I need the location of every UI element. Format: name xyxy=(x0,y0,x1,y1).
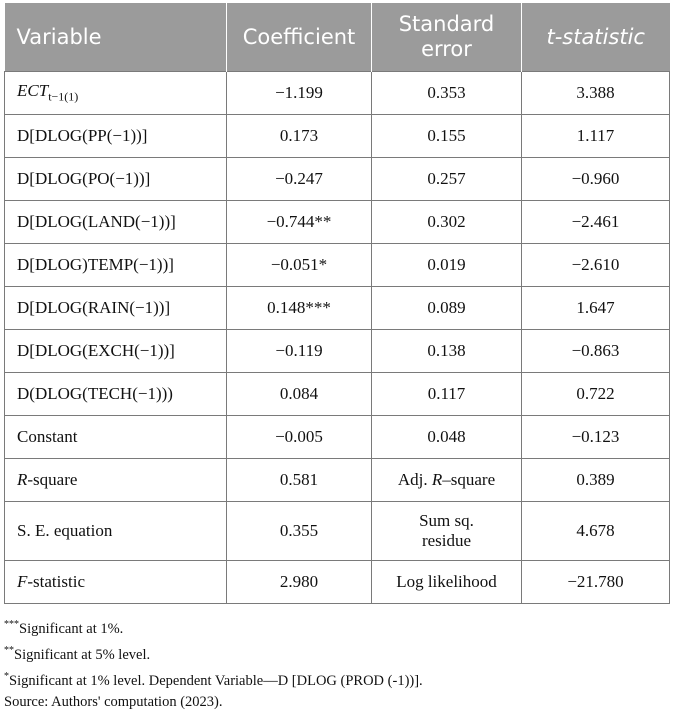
stat-value2-cell: 0.389 xyxy=(522,459,670,502)
coefficient-cell: −0.247 xyxy=(227,158,372,201)
t-cell: 0.722 xyxy=(522,373,670,416)
note-mark: * xyxy=(4,670,9,682)
note-significance-1 xyxy=(4,614,669,640)
variable-cell xyxy=(5,72,227,115)
variable-cell: D[DLOG(PP(−1))] xyxy=(5,115,227,158)
variable-cell: D[DLOG(EXCH(−1))] xyxy=(5,330,227,373)
t-cell: −0.863 xyxy=(522,330,670,373)
coefficient-cell: −0.005 xyxy=(227,416,372,459)
se-cell: 0.138 xyxy=(372,330,522,373)
stat-value-cell: 2.980 xyxy=(227,561,372,604)
header-row xyxy=(5,3,670,72)
t-cell: 1.647 xyxy=(522,287,670,330)
t-cell: −2.461 xyxy=(522,201,670,244)
t-cell: −0.960 xyxy=(522,158,670,201)
variable-name: ECT xyxy=(17,81,49,101)
table-row xyxy=(5,330,670,373)
table-notes xyxy=(4,614,669,713)
header-standard-error: Standard error xyxy=(372,3,522,72)
se-cell: 0.353 xyxy=(372,72,522,115)
table-row xyxy=(5,373,670,416)
variable-cell: Constant xyxy=(5,416,227,459)
stat-label-rest: -square xyxy=(27,470,78,489)
t-cell: 3.388 xyxy=(522,72,670,115)
coefficient-cell: −0.051* xyxy=(227,244,372,287)
table-row xyxy=(5,115,670,158)
stat-label2-rest: –square xyxy=(442,470,496,489)
coefficient-cell: −0.744** xyxy=(227,201,372,244)
table-row xyxy=(5,416,670,459)
coefficient-cell: 0.084 xyxy=(227,373,372,416)
variable-cell: D[DLOG(PO(−1))] xyxy=(5,158,227,201)
header-coefficient: Coefficient xyxy=(227,3,372,72)
se-cell: 0.048 xyxy=(372,416,522,459)
note-text: Significant at 1%. xyxy=(19,620,124,637)
variable-cell: D(DLOG(TECH(−1))) xyxy=(5,373,227,416)
stat-label2-cell xyxy=(372,561,522,604)
stat-label-rest: -statistic xyxy=(27,572,85,591)
stat-value-cell: 0.355 xyxy=(227,502,372,561)
coefficient-cell: 0.173 xyxy=(227,115,372,158)
se-cell: 0.302 xyxy=(372,201,522,244)
stats-row xyxy=(5,459,670,502)
stat-label2-prefix: Adj. xyxy=(397,470,432,489)
table-row xyxy=(5,244,670,287)
note-significance-dependent xyxy=(4,666,669,692)
note-mark: *** xyxy=(4,619,19,630)
stat-label-italic: R xyxy=(17,470,28,489)
stat-label-italic: F xyxy=(17,572,28,591)
variable-cell: D[DLOG)TEMP(−1))] xyxy=(5,244,227,287)
se-cell: 0.089 xyxy=(372,287,522,330)
table-container xyxy=(4,3,669,713)
se-cell: 0.257 xyxy=(372,158,522,201)
stat-value2-cell: 4.678 xyxy=(522,502,670,561)
variable-cell: D[DLOG(RAIN(−1))] xyxy=(5,287,227,330)
coefficient-cell: 0.148*** xyxy=(227,287,372,330)
stats-row xyxy=(5,561,670,604)
coefficient-cell: −1.199 xyxy=(227,72,372,115)
t-cell: 1.117 xyxy=(522,115,670,158)
stat-label2-prefix: Sum sq. residue xyxy=(419,511,474,550)
note-mark: ** xyxy=(4,644,14,656)
table-row xyxy=(5,72,670,115)
t-cell: −2.610 xyxy=(522,244,670,287)
se-cell: 0.117 xyxy=(372,373,522,416)
stats-row xyxy=(5,502,670,561)
stat-label-cell xyxy=(5,561,227,604)
variable-cell: D[DLOG(LAND(−1))] xyxy=(5,201,227,244)
header-variable: Variable xyxy=(5,3,227,72)
stat-label2-cell xyxy=(372,459,522,502)
table-row xyxy=(5,201,670,244)
regression-table xyxy=(4,3,670,604)
stat-label2-italic: R xyxy=(431,470,443,489)
stat-value-cell: 0.581 xyxy=(227,459,372,502)
note-source: Source: Authors' computation (2023). xyxy=(4,694,223,711)
note-text: Significant at 1% level. Dependent Variable—D [DLOG (PROD (-1))]. xyxy=(9,672,423,689)
t-cell: −0.123 xyxy=(522,416,670,459)
table-row xyxy=(5,158,670,201)
stat-label-rest: S. E. equation xyxy=(17,521,113,540)
header-t-statistic: t-statistic xyxy=(522,3,670,72)
variable-subscript: t−1(1) xyxy=(48,89,79,104)
table-row xyxy=(5,287,670,330)
se-cell: 0.155 xyxy=(372,115,522,158)
note-significance-5 xyxy=(4,640,669,666)
stat-label-cell xyxy=(5,502,227,561)
note-text: Significant at 5% level. xyxy=(14,646,151,663)
coefficient-cell: −0.119 xyxy=(227,330,372,373)
stat-label2-cell xyxy=(372,502,522,561)
stat-label-cell xyxy=(5,459,227,502)
stat-value2-cell: −21.780 xyxy=(522,561,670,604)
se-cell: 0.019 xyxy=(372,244,522,287)
stat-label2-prefix: Log likelihood xyxy=(396,572,497,591)
